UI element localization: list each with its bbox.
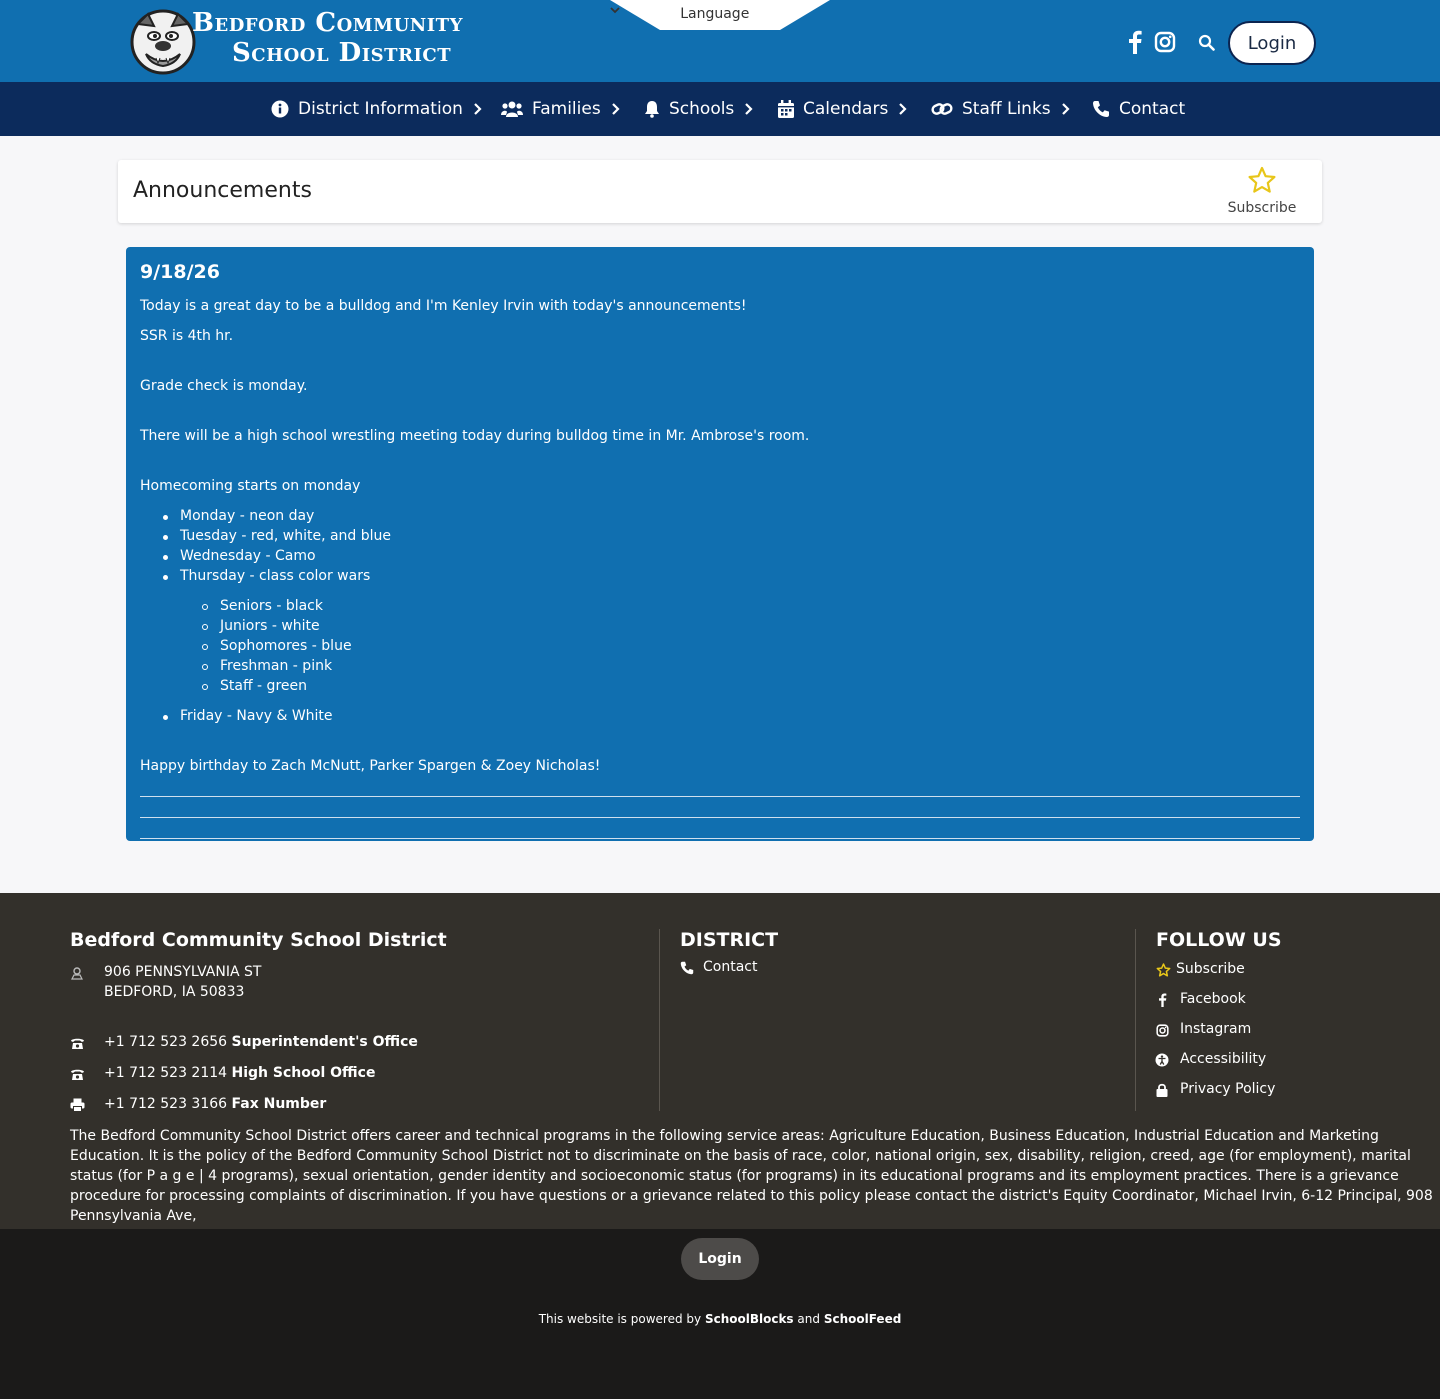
nav-item-schools[interactable] <box>644 82 753 136</box>
post-line: There will be a high school wrestling meeting today during bulldog time in Mr. Ambrose's room. <box>140 428 810 444</box>
bullet <box>163 515 168 520</box>
language-label: Language <box>680 6 750 22</box>
footer-subscribe-link[interactable]: Subscribe <box>1176 961 1245 977</box>
bottom-bar <box>0 1229 1440 1399</box>
sub-bullet <box>202 664 208 670</box>
footer-district-name: Bedford Community School District <box>70 929 447 951</box>
nav-item-contact[interactable] <box>1092 82 1185 136</box>
footer-contact-link[interactable]: Contact <box>703 959 758 975</box>
footer-divider <box>1135 929 1136 1111</box>
bulldog-logo[interactable] <box>128 6 198 76</box>
phone-label: Superintendent's Office <box>231 1034 418 1050</box>
divider <box>140 838 1300 839</box>
powered-and: and <box>797 1312 820 1326</box>
bullet <box>163 715 168 720</box>
chevron-right-icon <box>1061 102 1070 116</box>
follow-heading: FOLLOW US <box>1156 929 1282 951</box>
nav-label: Schools <box>669 99 735 119</box>
phone-icon <box>679 960 695 976</box>
nav-item-staff-links[interactable] <box>931 82 1070 136</box>
lock-icon <box>1154 1082 1170 1098</box>
district-brand[interactable] <box>192 8 463 68</box>
telephone-icon <box>69 1035 85 1051</box>
phone-number: +1 712 523 2114 <box>104 1065 228 1081</box>
chevron-right-icon <box>611 102 620 116</box>
bell-icon <box>644 100 660 118</box>
language-selector[interactable] <box>610 0 830 30</box>
announcement-card <box>126 247 1314 841</box>
sub-list-item: Freshman - pink <box>220 658 333 674</box>
list-item: Friday - Navy & White <box>180 708 333 724</box>
star-icon <box>1226 166 1298 198</box>
list-item: Thursday - class color wars <box>180 568 371 584</box>
site-header <box>0 0 1440 82</box>
address-line-2[interactable]: BEDFORD, IA 50833 <box>104 984 245 1000</box>
list-item: Monday - neon day <box>180 508 315 524</box>
list-item: Tuesday - red, white, and blue <box>180 528 392 544</box>
powered-prefix: This website is powered by <box>538 1312 702 1326</box>
divider <box>140 817 1300 818</box>
phone-number: +1 712 523 3166 <box>104 1096 228 1112</box>
nav-label: Staff Links <box>962 99 1051 119</box>
sub-list-item: Juniors - white <box>220 618 320 634</box>
main-nav <box>0 82 1440 136</box>
footer-facebook-link[interactable]: Facebook <box>1180 991 1246 1007</box>
post-birthday: Happy birthday to Zach McNutt, Parker Spargen & Zoey Nicholas! <box>140 758 601 774</box>
nav-label: Contact <box>1119 99 1186 119</box>
nondiscrimination-policy: The Bedford Community School District offers career and technical programs in the following service areas: Agriculture Education, Business Education, Industrial Education and Marketing Education. It is the policy of the Bedford Community School District not to discriminate on the basis of race, color, national origin, sex, disability, religion, creed, age (for employment), marital status (for P a g e | 4 programs), sexual orientation, gender identity and socioeconomic status (for programs) in its educational programs and its employment practices. There is a grievance procedure for processing complaints of discrimination. If you have questions or a grievance related to this policy please contact the district's Equity Coordinator, Michael Irvin, 6-12 Principal, 908 Pennsylvania Ave, <box>70 1128 1433 1224</box>
post-line: SSR is 4th hr. <box>140 328 234 344</box>
footer-accessibility-link[interactable]: Accessibility <box>1180 1051 1267 1067</box>
subscribe-label: Subscribe <box>1227 200 1297 216</box>
bullet <box>163 575 168 580</box>
chevron-right-icon <box>898 102 907 116</box>
telephone-icon <box>69 1066 85 1082</box>
phone-number: +1 712 523 2656 <box>104 1034 228 1050</box>
bullet <box>163 555 168 560</box>
search-icon[interactable] <box>1196 28 1216 56</box>
instagram-icon[interactable] <box>1153 28 1177 56</box>
header-login-button[interactable]: Login <box>1228 21 1316 65</box>
info-circle-icon <box>271 100 289 118</box>
post-date: 9/18/26 <box>140 261 220 283</box>
footer-divider <box>659 929 660 1111</box>
chevron-right-icon <box>744 102 753 116</box>
phone-label: High School Office <box>231 1065 376 1081</box>
district-heading: DISTRICT <box>680 929 779 951</box>
phone-fax[interactable] <box>104 1096 326 1112</box>
schoolblocks-link[interactable]: SchoolBlocks <box>704 1312 794 1326</box>
map-marker-icon <box>69 965 85 981</box>
link-icon <box>931 101 953 117</box>
nav-label: District Information <box>298 99 463 119</box>
users-icon <box>501 100 523 118</box>
phone-high-school[interactable] <box>104 1065 375 1081</box>
sub-bullet <box>202 624 208 630</box>
fax-icon <box>69 1097 85 1113</box>
sub-bullet <box>202 684 208 690</box>
sub-list-item: Seniors - black <box>220 598 323 614</box>
address-line-1[interactable]: 906 PENNSYLVANIA ST <box>104 964 262 980</box>
post-intro: Today is a great day to be a bulldog and I'm Kenley Irvin with today's announcements! <box>140 298 747 314</box>
sub-list-item: Staff - green <box>220 678 307 694</box>
facebook-icon <box>1154 992 1170 1008</box>
bullet <box>163 535 168 540</box>
nav-item-families[interactable] <box>501 82 620 136</box>
instagram-icon <box>1154 1022 1170 1038</box>
facebook-icon[interactable] <box>1124 28 1146 56</box>
phone-label: Fax Number <box>231 1096 327 1112</box>
phone-icon <box>1092 100 1110 118</box>
sub-list-item: Sophomores - blue <box>220 638 352 654</box>
divider <box>140 796 1300 797</box>
nav-label: Families <box>532 99 601 119</box>
brand-line-2: School District <box>232 38 452 68</box>
brand-line-1: Bedford Community <box>192 8 463 38</box>
sub-bullet <box>202 604 208 610</box>
schoolfeed-link[interactable]: SchoolFeed <box>823 1312 902 1326</box>
nav-item-district-information[interactable] <box>271 82 482 136</box>
page-title: Announcements <box>133 178 312 203</box>
footer-login-button[interactable]: Login <box>681 1238 759 1280</box>
chevron-right-icon <box>473 102 482 116</box>
list-item: Wednesday - Camo <box>180 548 316 564</box>
post-line: Grade check is monday. <box>140 378 308 394</box>
footer-instagram-link[interactable]: Instagram <box>1180 1021 1252 1037</box>
powered-by <box>0 1312 1440 1326</box>
phone-superintendent[interactable] <box>104 1034 418 1050</box>
nav-item-calendars[interactable] <box>778 82 907 136</box>
nav-label: Calendars <box>803 99 889 119</box>
announcements-header <box>118 160 1322 223</box>
star-icon <box>1155 962 1171 978</box>
post-line: Homecoming starts on monday <box>140 478 361 494</box>
sub-bullet <box>202 644 208 650</box>
site-footer <box>0 893 1440 1229</box>
subscribe-button[interactable] <box>1226 166 1298 216</box>
footer-privacy-link[interactable]: Privacy Policy <box>1180 1081 1276 1097</box>
accessibility-icon <box>1154 1052 1170 1068</box>
calendar-icon <box>778 100 794 118</box>
